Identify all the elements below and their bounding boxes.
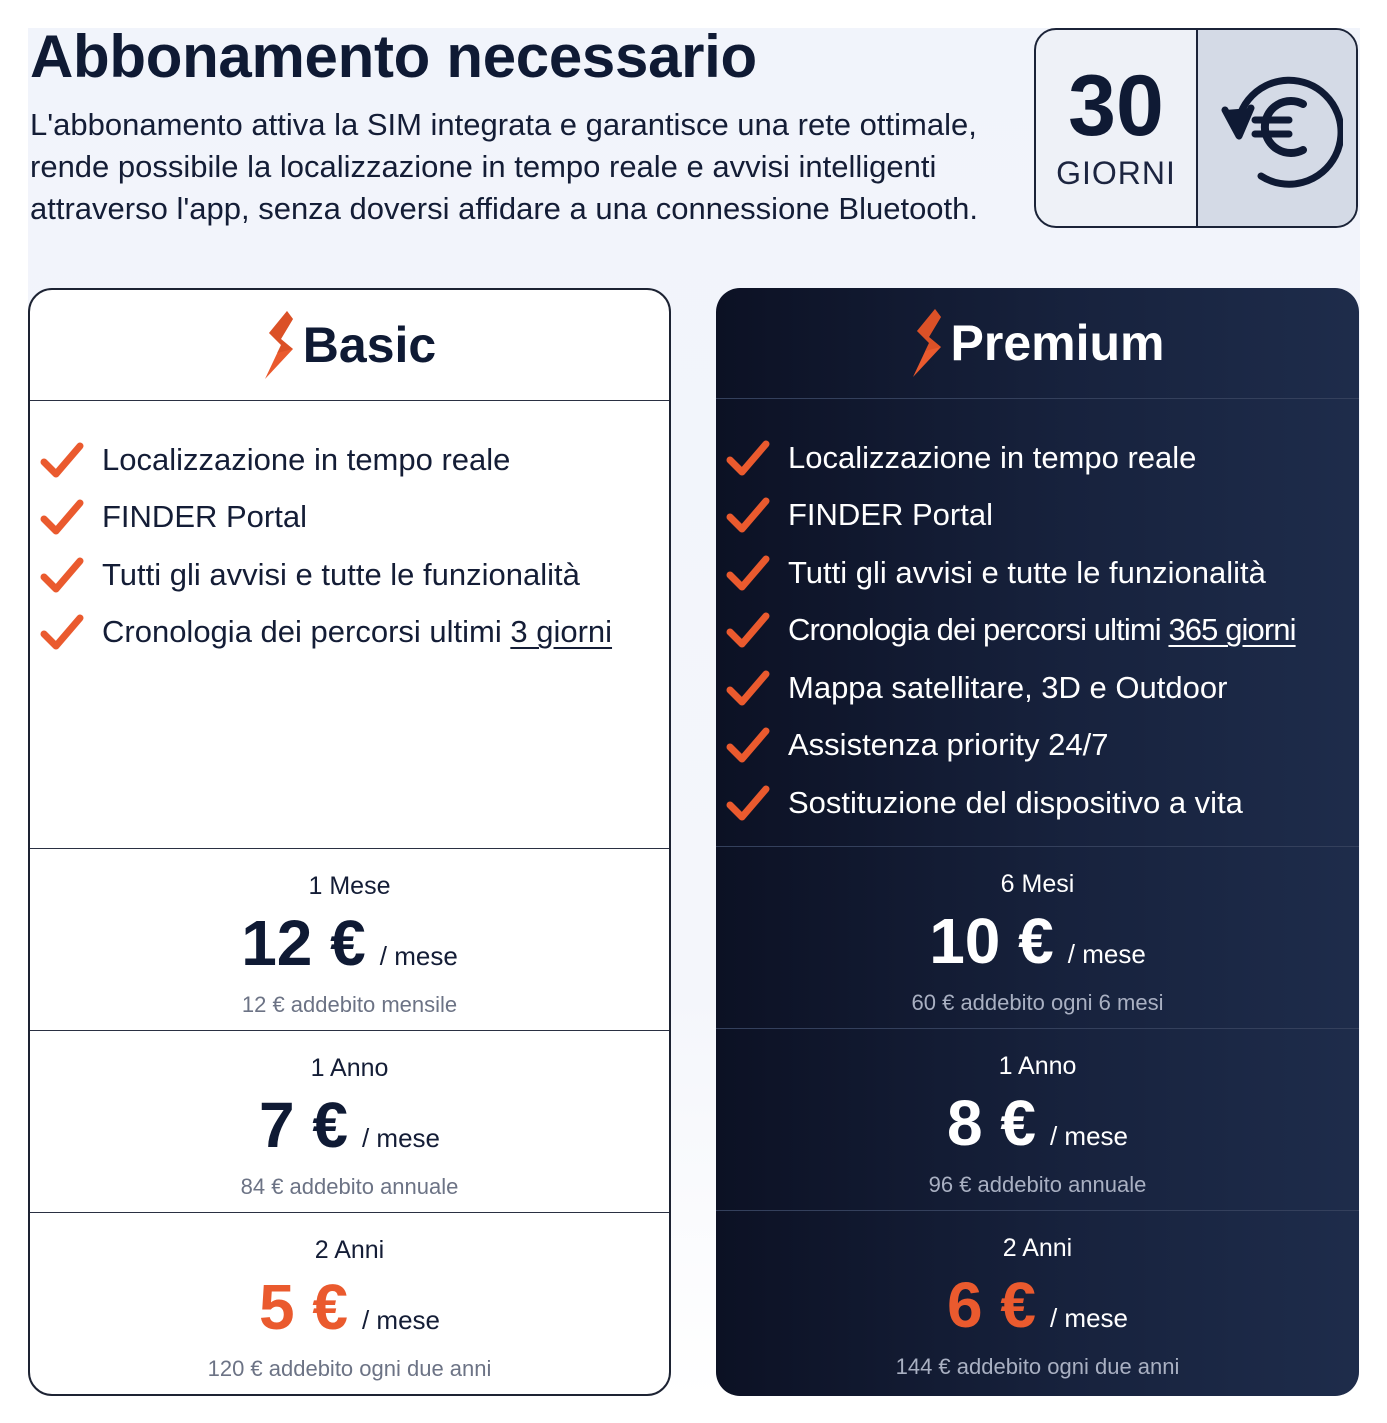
refund-badge: [1034, 28, 1358, 228]
price-unit: / mese: [1049, 1303, 1128, 1333]
check-icon: [40, 612, 84, 652]
check-icon: [726, 783, 770, 823]
price-line: [30, 905, 669, 981]
price-amount: 7 €: [259, 1089, 348, 1161]
feature-text: Tutti gli avvisi e tutte le funzionalità: [102, 556, 580, 592]
feature-item: [30, 431, 669, 489]
check-icon: [726, 438, 770, 478]
feature-text-main: Cronologia dei percorsi ultimi: [102, 614, 511, 650]
price-line: [716, 1267, 1359, 1343]
feature-item: [716, 717, 1359, 775]
feature-item: [716, 659, 1359, 717]
feature-text: [788, 610, 1296, 650]
feature-text: Tutti gli avvisi e tutte le funzionalità: [788, 554, 1266, 590]
feature-text: FINDER Portal: [788, 497, 993, 533]
price-unit: / mese: [1049, 1121, 1128, 1151]
price-option[interactable]: [30, 1213, 669, 1395]
price-period: 1 Anno: [998, 1052, 1077, 1080]
price-period: 1 Anno: [310, 1054, 389, 1082]
feature-text: FINDER Portal: [102, 499, 307, 535]
price-unit: / mese: [1067, 939, 1146, 969]
price-unit: / mese: [361, 1123, 440, 1153]
feature-item: [716, 544, 1359, 602]
badge-days: [1036, 30, 1198, 226]
plan-header: [30, 290, 669, 401]
feature-text: Localizzazione in tempo reale: [788, 439, 1197, 475]
feature-item: [716, 774, 1359, 832]
billing-note: 96 € addebito annuale: [928, 1172, 1147, 1197]
price-unit: / mese: [379, 941, 458, 971]
feature-text: Localizzazione in tempo reale: [102, 441, 511, 477]
price-period: 1 Mese: [308, 872, 391, 900]
lightning-logo-icon: [911, 307, 945, 379]
feature-text: Sostituzione del dispositivo a vita: [788, 784, 1243, 820]
billing-note: 60 € addebito ogni 6 mesi: [911, 990, 1164, 1015]
price-option[interactable]: [716, 1211, 1359, 1393]
feature-text-main: Cronologia dei percorsi ultimi: [788, 612, 1169, 648]
price-amount: 12 €: [241, 907, 366, 979]
feature-item: [716, 602, 1359, 660]
feature-item: [716, 487, 1359, 545]
billing-note: 144 € addebito ogni due anni: [895, 1354, 1180, 1379]
price-unit: / mese: [361, 1305, 440, 1335]
billing-note: 120 € addebito ogni due anni: [207, 1356, 492, 1381]
feature-text: Assistenza priority 24/7: [788, 727, 1109, 763]
feature-text: [102, 612, 612, 652]
price-period: 6 Mesi: [1000, 870, 1075, 898]
feature-list: [30, 401, 669, 849]
price-option[interactable]: [716, 847, 1359, 1029]
plan-card-basic[interactable]: [28, 288, 671, 1396]
price-option[interactable]: [30, 1031, 669, 1213]
plan-header: [716, 288, 1359, 399]
page-title: Abbonamento necessario: [30, 23, 757, 90]
check-icon: [726, 668, 770, 708]
billing-note: 12 € addebito mensile: [241, 992, 458, 1017]
price-line: [716, 903, 1359, 979]
check-icon: [726, 610, 770, 650]
price-amount-highlight: 6 €: [947, 1269, 1036, 1341]
check-icon: [40, 497, 84, 537]
badge-icon-panel: [1198, 30, 1356, 226]
check-icon: [726, 495, 770, 535]
feature-item: [30, 604, 669, 662]
plan-name: Premium: [950, 315, 1165, 371]
price-amount-highlight: 5 €: [259, 1271, 348, 1343]
history-days-link[interactable]: 365 giorni: [1168, 612, 1296, 648]
badge-number: 30: [1068, 58, 1164, 154]
feature-item: [30, 546, 669, 604]
price-amount: 8 €: [947, 1087, 1036, 1159]
price-line: [716, 1085, 1359, 1161]
check-icon: [726, 725, 770, 765]
billing-note: 84 € addebito annuale: [240, 1174, 459, 1199]
price-line: [30, 1269, 669, 1345]
price-line: [30, 1087, 669, 1163]
feature-item: [716, 429, 1359, 487]
check-icon: [726, 553, 770, 593]
price-period: 2 Anni: [314, 1236, 385, 1264]
price-option[interactable]: [30, 849, 669, 1031]
price-period: 2 Anni: [1002, 1234, 1073, 1262]
badge-label: GIORNI: [1056, 155, 1176, 191]
feature-text: Mappa satellitare, 3D e Outdoor: [788, 669, 1228, 705]
feature-item: [30, 489, 669, 547]
feature-list: [716, 399, 1359, 847]
plan-name: Basic: [302, 317, 437, 373]
page-description: L'abbonamento attiva la SIM integrata e garantisce una rete ottimale, rende possibile la localizzazione in tempo reale e avvisi intelligenti attraverso l'app, senza doversi affidare a una connessione Bluetooth.: [30, 107, 979, 226]
check-icon: [40, 555, 84, 595]
history-days-link[interactable]: 3 giorni: [510, 614, 613, 650]
plan-card-premium[interactable]: [716, 288, 1359, 1396]
price-option[interactable]: [716, 1029, 1359, 1211]
price-amount: 10 €: [929, 905, 1054, 977]
euro-refund-icon: [1211, 62, 1343, 194]
check-icon: [40, 440, 84, 480]
lightning-logo-icon: [263, 309, 297, 381]
